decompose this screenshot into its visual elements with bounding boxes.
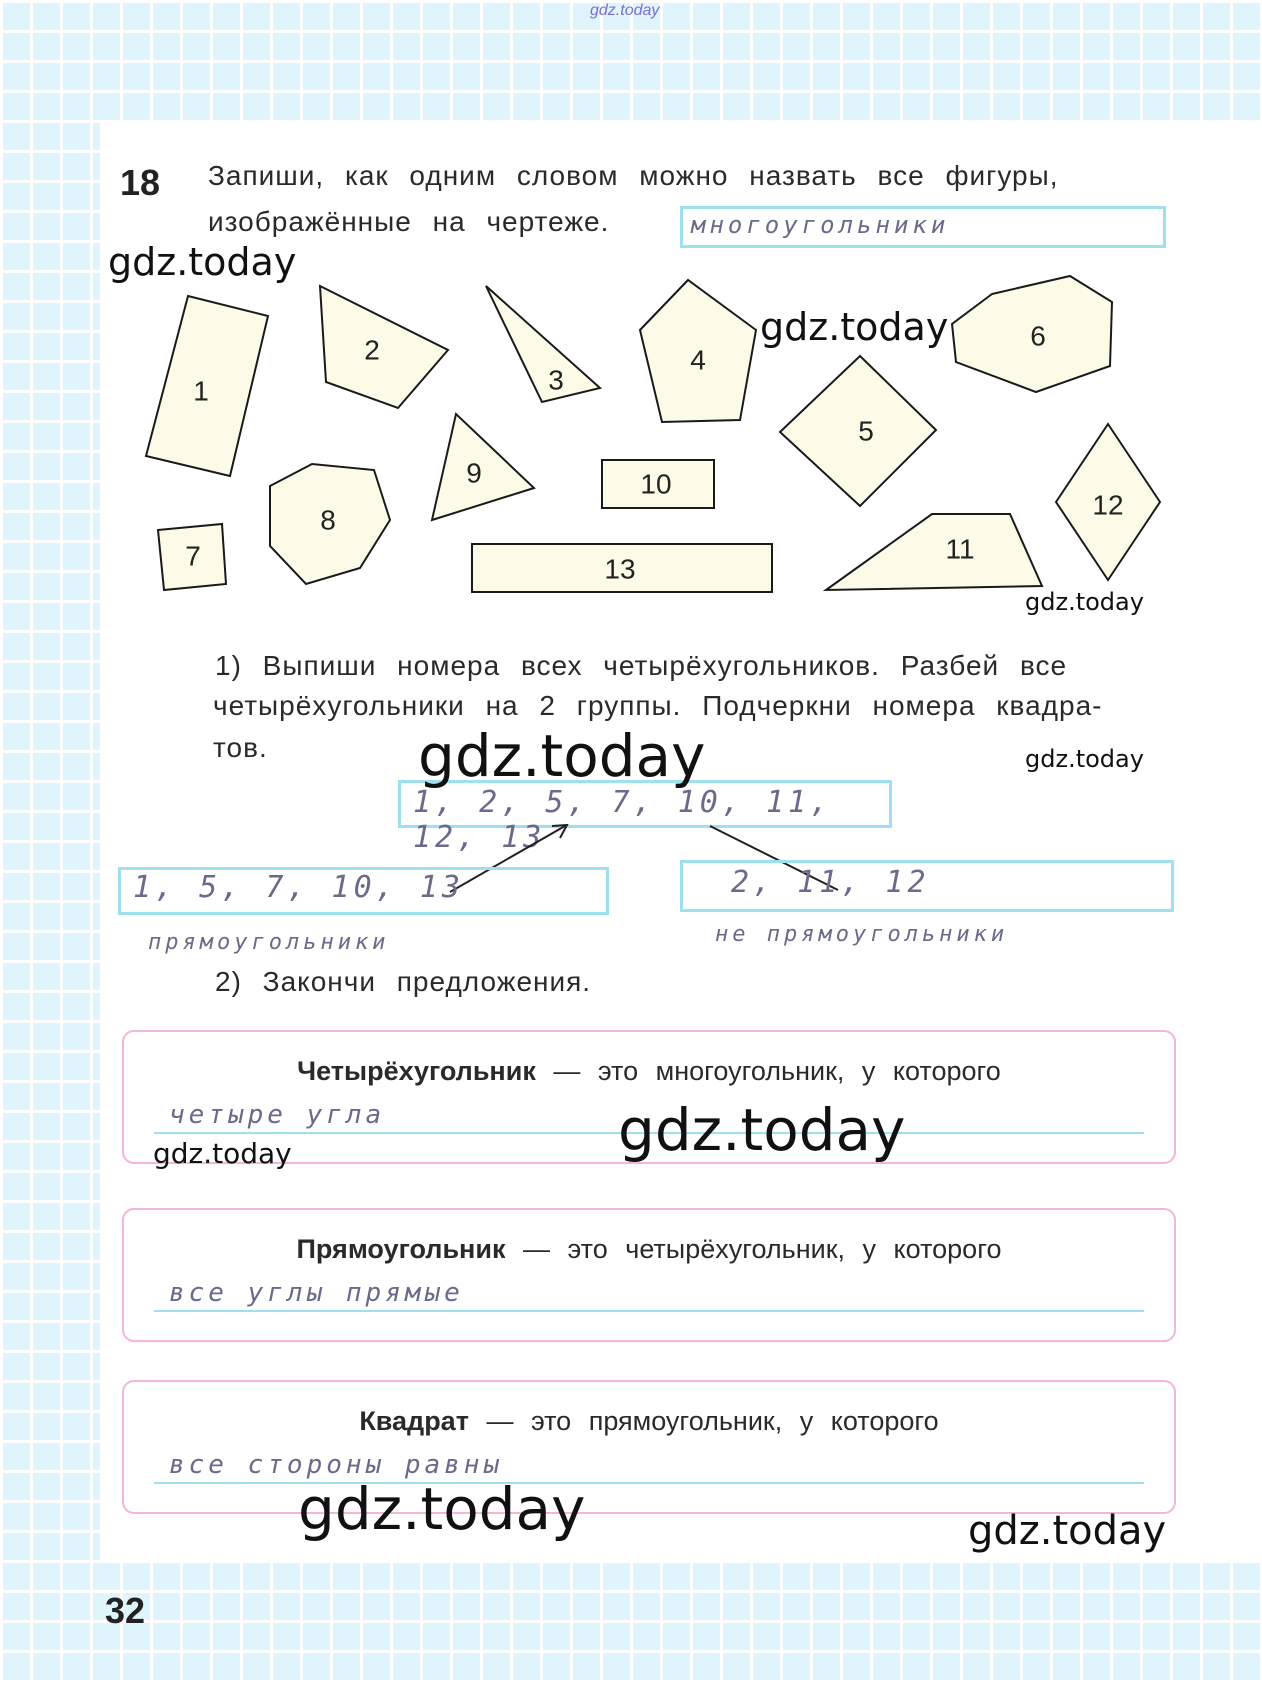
sub1-line1: 1) Выпиши номера всех четырёхугольников. Разбей все [215, 650, 1068, 681]
group1-answer-box[interactable] [118, 867, 609, 915]
all-quads-answer: 1, 2, 5, 7, 10, 11, 12, 13 [413, 785, 833, 855]
watermark: gdz.today [418, 722, 706, 790]
task-text-line2: изображённые на чертеже. [208, 206, 610, 237]
definition-answer[interactable]: четыре угла [169, 1100, 386, 1130]
figure-label-4: 4 [690, 344, 706, 376]
figure-label-12: 12 [1092, 489, 1124, 521]
definition-answer[interactable]: все углы прямые [169, 1278, 464, 1308]
task-number: 18 [120, 162, 161, 203]
group2-caption: не прямоугольники [715, 922, 1009, 947]
definition-box-rectangle [122, 1208, 1176, 1342]
watermark: gdz.today [153, 1137, 292, 1170]
definition-rest: — это прямоугольник, у которого [486, 1406, 939, 1436]
watermark-top: gdz.today [590, 2, 660, 19]
sub1-line3: тов. [213, 732, 268, 763]
group2-answer-box[interactable] [680, 860, 1174, 912]
definition-box-square [122, 1380, 1176, 1514]
figure-label-5: 5 [858, 415, 874, 447]
figure-label-7: 7 [185, 540, 201, 572]
background-grid-bottom [0, 1560, 1262, 1682]
definition-title [124, 1406, 1174, 1437]
figure-label-9: 9 [466, 457, 482, 489]
sub1-line2: четырёхугольники на 2 группы. Подчеркни номера квадра- [213, 690, 1103, 721]
definition-rest: — это многоугольник, у которого [553, 1056, 1001, 1086]
definition-answer[interactable]: все стороны равны [169, 1450, 504, 1480]
definition-rest: — это четырёхугольник, у которого [522, 1234, 1002, 1264]
figure-label-6: 6 [1030, 320, 1046, 352]
definition-title [124, 1056, 1174, 1087]
watermark: gdz.today [760, 305, 949, 349]
watermark: gdz.today [108, 240, 297, 284]
figure-label-3: 3 [548, 364, 564, 396]
group1-answer: 1, 5, 7, 10, 13 [133, 870, 464, 905]
page-number: 32 [105, 1590, 146, 1631]
watermark: gdz.today [298, 1475, 586, 1543]
task-text-line1: Запиши, как одним словом можно назвать все фигуры, [208, 160, 1059, 191]
watermark: gdz.today [1025, 588, 1144, 616]
watermark: gdz.today [1025, 745, 1144, 773]
figure-label-1: 1 [193, 375, 209, 407]
definition-answer-line [154, 1310, 1144, 1312]
figure-label-11: 11 [945, 533, 975, 565]
figure-label-8: 8 [320, 504, 336, 536]
watermark: gdz.today [968, 1508, 1167, 1554]
sub2-title: 2) Закончи предложения. [215, 966, 592, 997]
definition-term: Квадрат [359, 1406, 469, 1436]
definition-term: Четырёхугольник [297, 1056, 536, 1086]
definition-term: Прямоугольник [296, 1234, 506, 1264]
group1-caption: прямоугольники [148, 930, 390, 955]
group2-answer: 2, 11, 12 [731, 865, 930, 900]
figure-label-13: 13 [604, 553, 636, 585]
figure-label-2: 2 [364, 334, 380, 366]
figure-label-10: 10 [640, 468, 672, 500]
watermark: gdz.today [618, 1096, 906, 1164]
definition-title [124, 1234, 1174, 1265]
task-answer-text: многоугольники [691, 211, 950, 239]
